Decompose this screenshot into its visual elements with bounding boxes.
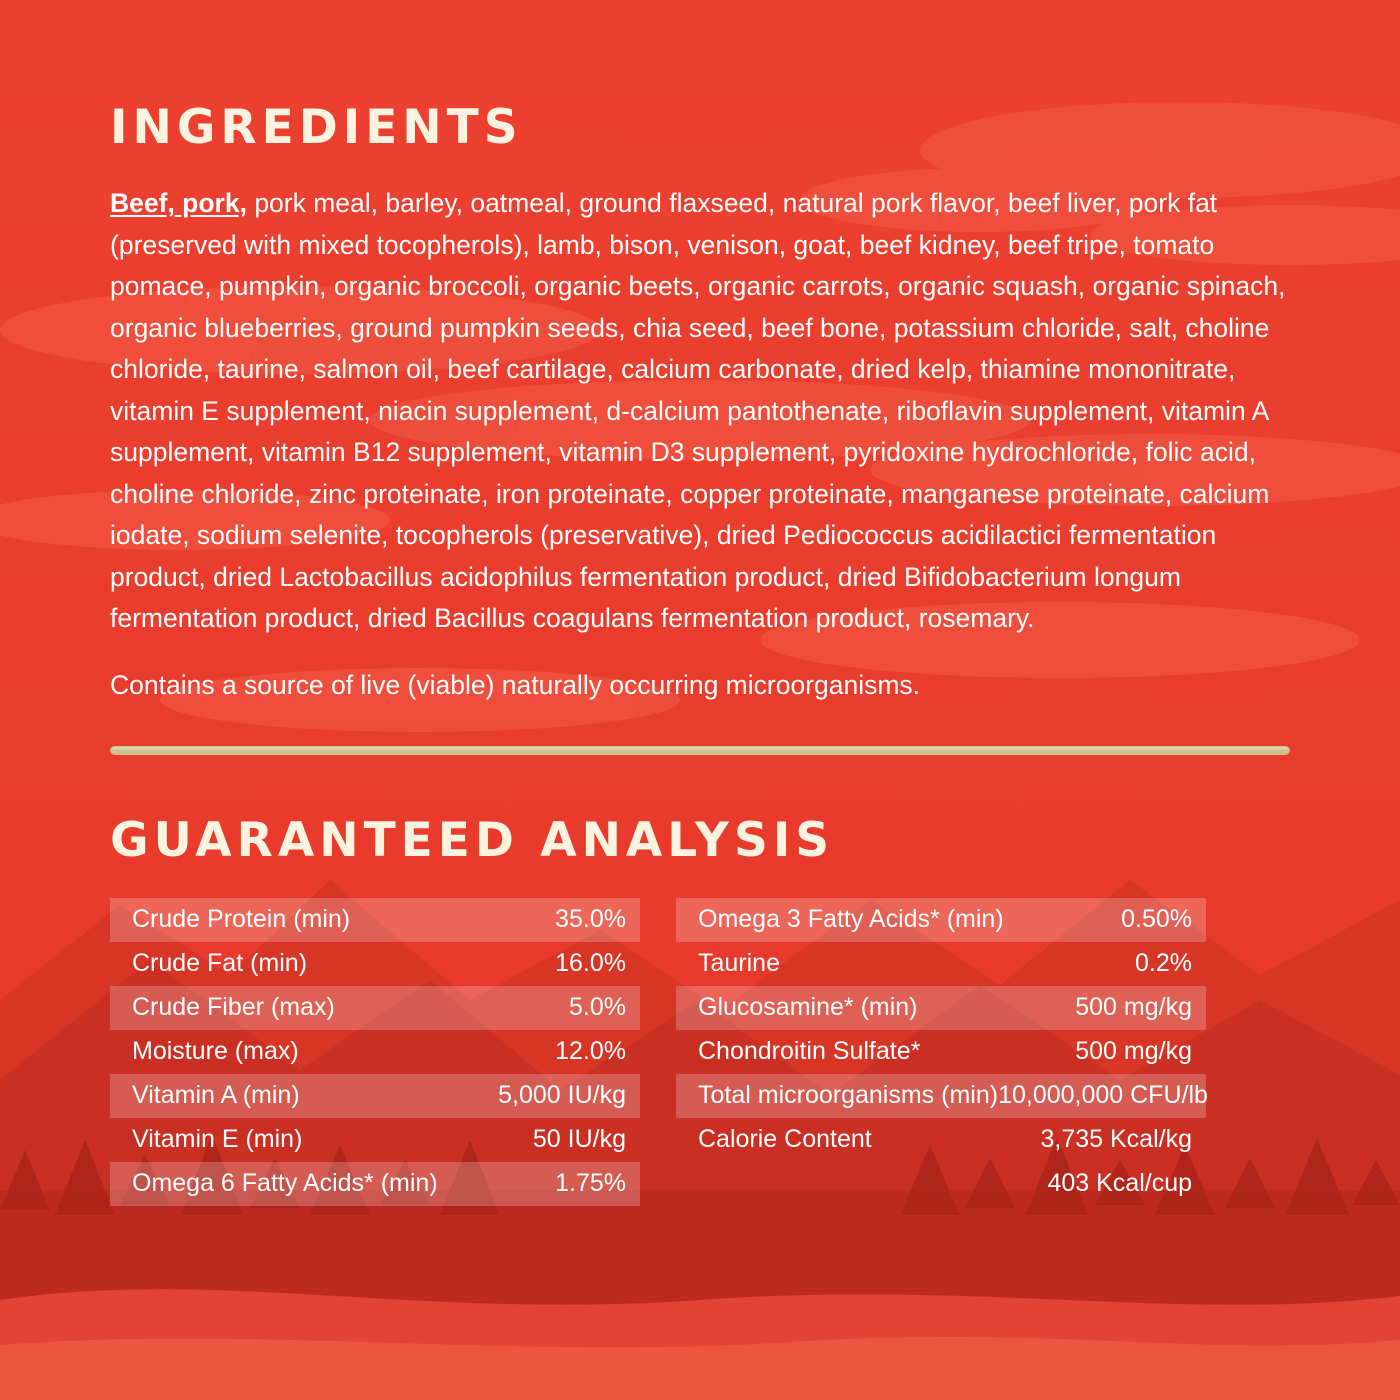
- ingredients-heading: INGREDIENTS: [110, 100, 523, 155]
- row-label: Crude Fat (min): [132, 949, 308, 977]
- row-label: Total microorganisms (min): [698, 1081, 999, 1109]
- table-row: [676, 898, 1206, 942]
- row-label: Glucosamine* (min): [698, 993, 918, 1021]
- table-row: [676, 986, 1206, 1030]
- analysis-column-left: [110, 898, 640, 1206]
- ingredients-rest: pork meal, barley, oatmeal, ground flaxseed, natural pork flavor, beef liver, pork fat (preserved with mixed tocopherols), lamb, bison, venison, goat, beef kidney, beef tripe, tomato pomace, pumpkin, organic broccoli, organic beets, organic carrots, organic squash, organic spinach, organic blueberries, ground pumpkin seeds, chia seed, beef bone, potassium chloride, salt, choline chloride, taurine, salmon oil, beef cartilage, calcium carbonate, dried kelp, thiamine mononitrate, vitamin E supplement, niacin supplement, d-calcium pantothenate, riboflavin supplement, vitamin A supplement, vitamin B12 supplement, vitamin D3 supplement, pyridoxine hydrochloride, folic acid, choline chloride, zinc proteinate, iron proteinate, copper proteinate, manganese proteinate, calcium iodate, sodium selenite, tocopherols (preservative), dried Pediococcus acidilactici fermentation product, dried Lactobacillus acidophilus fermentation product, dried Bifidobacterium longum fermentation product, dried Bacillus coagulans fermentation product, rosemary.: [110, 188, 1286, 633]
- row-value: 10,000,000 CFU/lb: [998, 1081, 1208, 1109]
- row-label: Taurine: [698, 949, 780, 977]
- table-row: [676, 942, 1206, 986]
- table-row: [110, 1074, 640, 1118]
- row-value: 5.0%: [569, 993, 626, 1021]
- row-value: 50 IU/kg: [532, 1125, 626, 1153]
- table-row: [110, 1118, 640, 1162]
- row-value: 403 Kcal/cup: [1047, 1169, 1192, 1197]
- row-label: Chondroitin Sulfate*: [698, 1037, 921, 1065]
- row-value: 0.2%: [1135, 949, 1192, 977]
- row-label: Crude Protein (min): [132, 905, 351, 933]
- guaranteed-analysis-heading: GUARANTEED ANALYSIS: [110, 813, 835, 868]
- row-label: Calorie Content: [698, 1125, 872, 1153]
- row-value: 5,000 IU/kg: [498, 1081, 626, 1109]
- guaranteed-analysis-table: [110, 898, 1290, 1206]
- table-row: [110, 986, 640, 1030]
- table-row: [110, 1162, 640, 1206]
- table-row: [676, 1118, 1206, 1162]
- row-value: 0.50%: [1121, 905, 1192, 933]
- table-row: [110, 942, 640, 986]
- row-value: 500 mg/kg: [1075, 993, 1192, 1021]
- row-label: Omega 6 Fatty Acids* (min): [132, 1169, 438, 1197]
- table-row: [676, 1074, 1206, 1118]
- ingredients-lead: Beef, pork,: [110, 188, 247, 218]
- row-value: 16.0%: [555, 949, 626, 977]
- row-value: 1.75%: [555, 1169, 626, 1197]
- row-label: Omega 3 Fatty Acids* (min): [698, 905, 1004, 933]
- microorganisms-note: Contains a source of live (viable) naturally occurring microorganisms.: [110, 670, 921, 700]
- section-divider: [110, 746, 1290, 755]
- row-value: 12.0%: [555, 1037, 626, 1065]
- table-row: [110, 898, 640, 942]
- row-label: Vitamin E (min): [132, 1125, 303, 1153]
- row-value: 3,735 Kcal/kg: [1040, 1125, 1192, 1153]
- row-label: Crude Fiber (max): [132, 993, 335, 1021]
- row-label: Moisture (max): [132, 1037, 299, 1065]
- row-value: 35.0%: [555, 905, 626, 933]
- analysis-column-right: [676, 898, 1206, 1206]
- table-row: [676, 1030, 1206, 1074]
- row-value: 500 mg/kg: [1075, 1037, 1192, 1065]
- row-label: Vitamin A (min): [132, 1081, 300, 1109]
- ingredients-list: [110, 183, 1290, 640]
- table-row: [110, 1030, 640, 1074]
- table-row: [676, 1162, 1206, 1206]
